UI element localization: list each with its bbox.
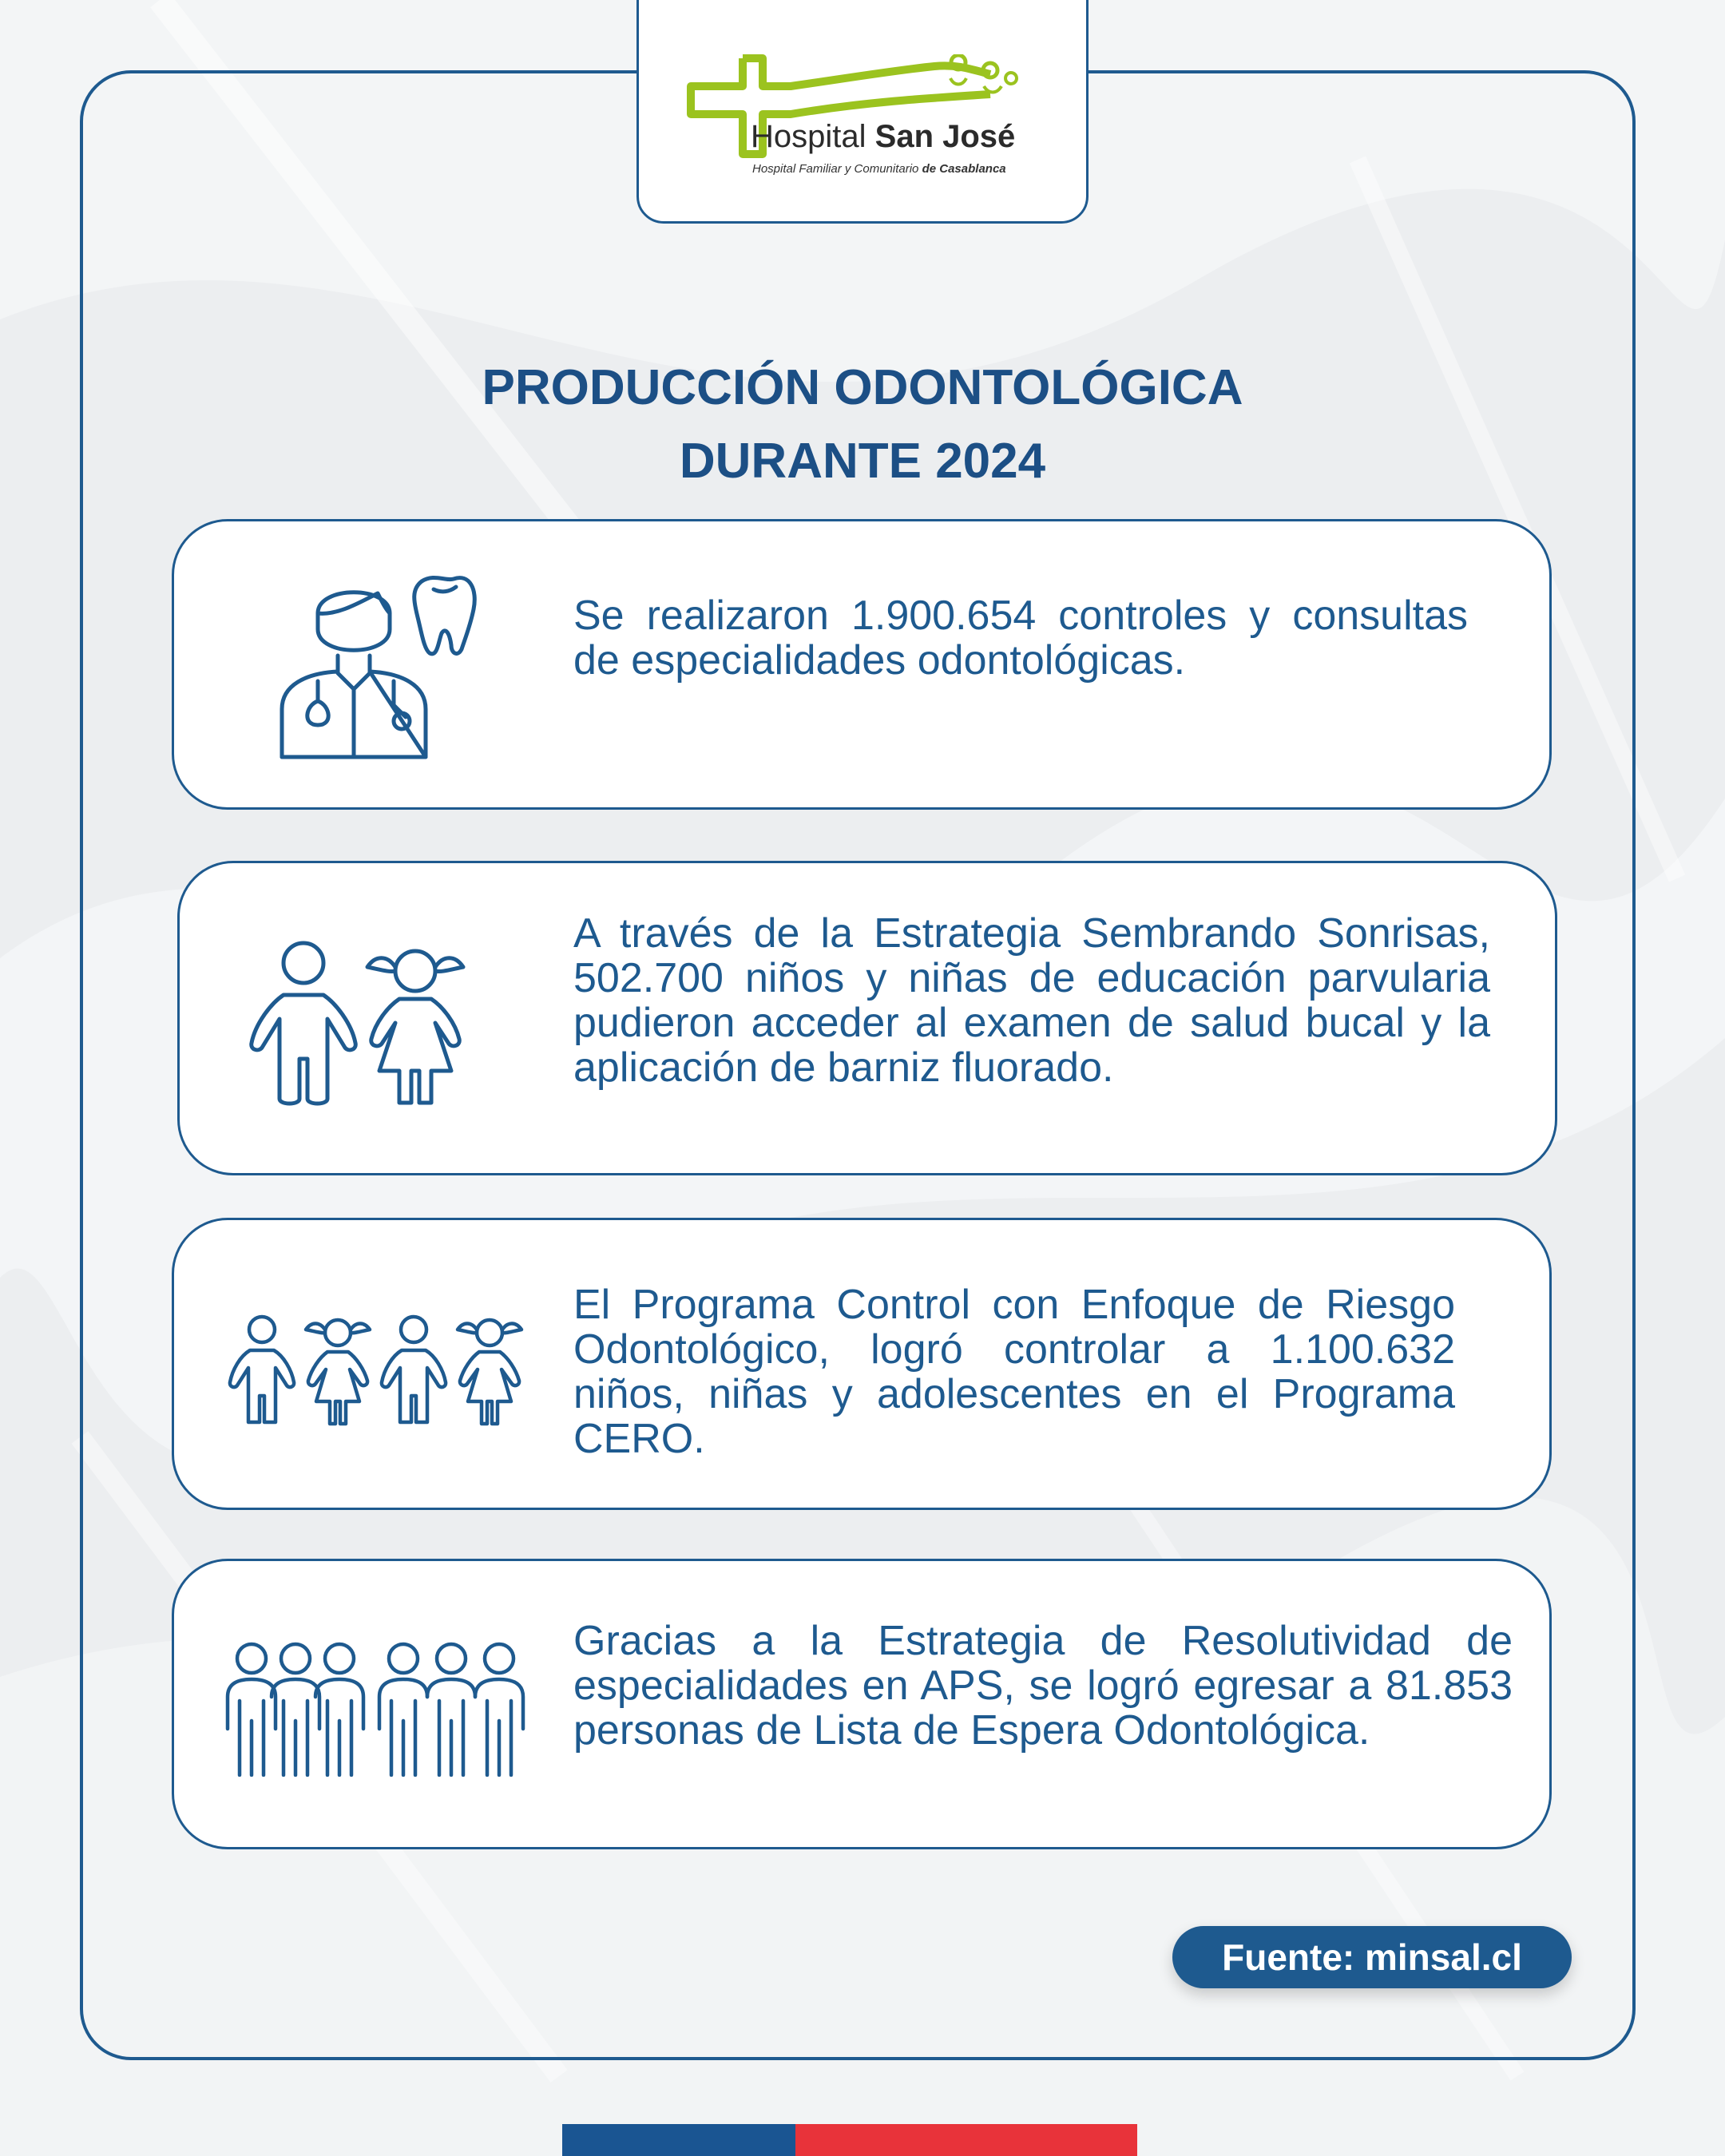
hospital-name-bold: San José	[874, 119, 1016, 154]
stat-card-text: Gracias a la Estrategia de Resolutividad de especialidades en APS, se logró egresar a 81.853 personas de Lista de Espera Odontológica.	[573, 1618, 1513, 1754]
boy-girl-icon	[248, 939, 479, 1107]
stat-card-resolutividad	[172, 1559, 1552, 1849]
hospital-subtitle	[752, 162, 1006, 176]
people-crowd-icon	[224, 1641, 535, 1777]
page-title-line-2: DURANTE 2024	[679, 434, 1046, 489]
hospital-subtitle-regular: Hospital Familiar y Comunitario	[752, 162, 919, 176]
stat-card-sembrando-sonrisas	[177, 861, 1557, 1175]
hospital-subtitle-bold: de Casablanca	[922, 162, 1006, 176]
stat-card-programa-cero	[172, 1218, 1552, 1510]
dentist-tooth-icon	[274, 569, 482, 761]
flag-bar-bottom	[562, 2124, 1137, 2156]
hospital-name	[751, 119, 1015, 155]
page-title-line-1: PRODUCCIÓN ODONTOLÓGICA	[482, 360, 1243, 415]
flag-red-segment	[795, 2124, 1137, 2156]
source-badge[interactable]: Fuente: minsal.cl	[1172, 1926, 1572, 1988]
hospital-logo	[636, 0, 1089, 224]
flag-blue-segment	[562, 2124, 795, 2156]
children-group-icon	[226, 1312, 529, 1432]
stat-card-dental-consultations	[172, 519, 1552, 810]
stat-card-text: El Programa Control con Enfoque de Riesgo Odontológico, logró controlar a 1.100.632 niños, niñas y adolescentes en el Programa CERO.	[573, 1282, 1455, 1462]
stat-card-text: Se realizaron 1.900.654 controles y consultas de especialidades odontológicas.	[573, 593, 1468, 684]
page-title	[303, 351, 1422, 498]
stat-card-text: A través de la Estrategia Sembrando Sonrisas, 502.700 niños y niñas de educación parvularia pudieron acceder al examen de salud bucal y la aplicación de barniz fluorado.	[573, 910, 1490, 1091]
hospital-name-regular: Hospital	[751, 119, 866, 154]
